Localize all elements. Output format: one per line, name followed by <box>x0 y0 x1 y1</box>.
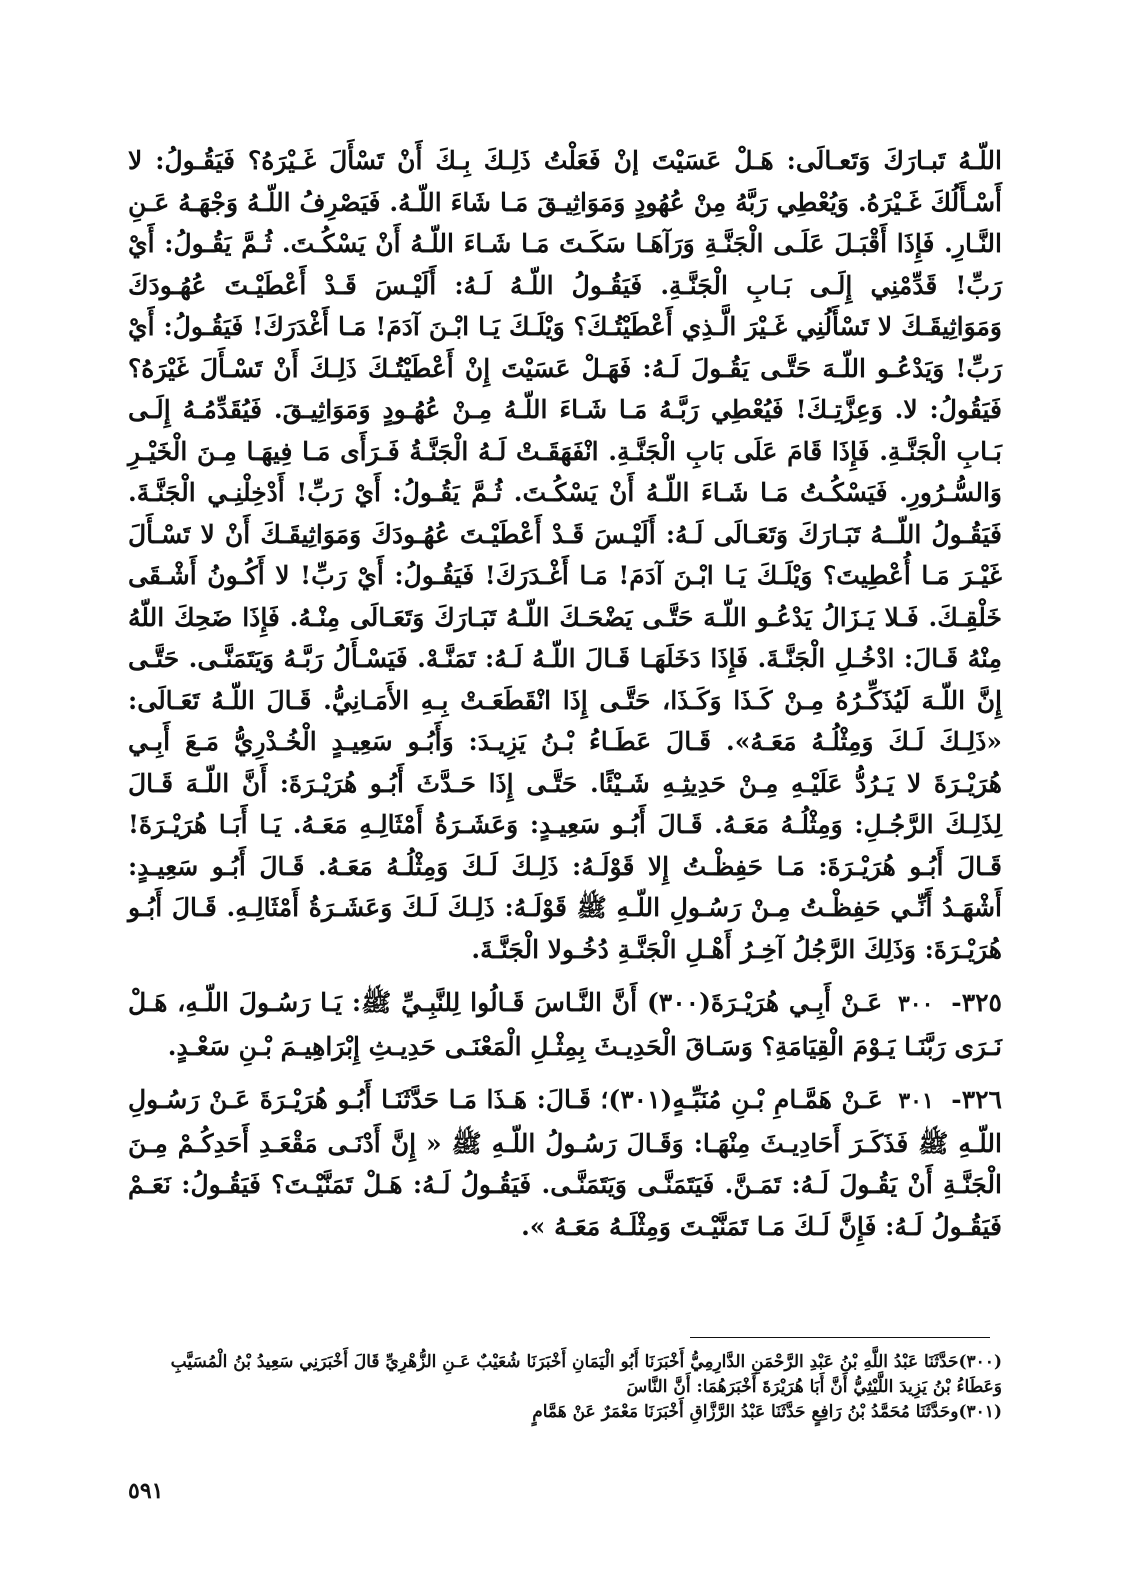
footnote-301: (٣٠١)وحَدَّثَنَا مُحَمَّدُ بْنُ رَافِعٍ حَدَّثَنَا عَبْدُ الرَّزَّاقِ أَخْبَرَنَا مَعْمَرٌ عَنْ هَمَّامٍ <box>532 1402 1002 1422</box>
footnote-divider <box>690 1337 990 1338</box>
hadith-number: ٣٢٥- <box>951 988 1002 1017</box>
paragraph-text: عَـنْ أَبِـي هُرَيْـرَةَ(٣٠٠) أَنَّ النَّـاسَ قَـالُوا لِلنَّبِـيِّ ﷺ: يَـا رَسُـولَ اللّـهِ، هَـلْ نَـرَى رَبَّنَـا يَـوْمَ الْقِيَامَةِ؟ وَسَـاقَ الْحَدِيـثَ بِمِثْـلِ الْمَعْنَـى حَدِيـثِ إِبْرَاهِيـمَ بْـنِ سَعْـدٍ. <box>128 988 1002 1061</box>
page-number: ٥٩١ <box>128 1478 164 1504</box>
reference-mark: ٣٠١ <box>898 1088 934 1114</box>
hadith-number: ٣٢٦- <box>951 1085 1002 1114</box>
footnotes <box>130 1350 1002 1425</box>
reference-mark: ٣٠٠ <box>897 991 934 1017</box>
hadith-326 <box>128 1079 1002 1247</box>
main-text-block <box>128 140 1002 1259</box>
paragraph-continuation <box>128 140 1002 970</box>
paragraph-text: اللّـهُ تَبـارَكَ وَتَعـالَى: هَـلْ عَسَيْتَ إنْ فَعَلْتُ ذَلِـكَ بِـكَ أَنْ تَسْأَلَ غَـيْرَهُ؟ فَيَقُـولُ: لا أَسْـأَلُكَ غَـيْرَهُ. وَيُعْطِي رَبَّهُ مِنْ عُهُودٍ وَمَوَاثِيـقَ مَـا شَاءَ اللّـهُ. فَيَصْرِفُ اللّـهُ وَجْهَـهُ عَـنِ النَّـارِ. فَإِذَا أَقْبَـلَ عَلَـى الْجَنَّـةِ وَرَآهَـا سَكَـتَ مَـا شَـاءَ اللّـهُ أَنْ يَسْكُـتَ. ثُـمَّ يَقُـولُ: أَيْ رَبِّ! قَدِّمْنِي إِلَـى بَـابِ الْجَنَّـةِ. فَيَقُـولُ اللّـهُ لَـهُ: أَلَيْـسَ قَـدْ أَعْطَيْـتَ عُهُـودَكَ وَمَوَاثِيقَـكَ لا تَسْأَلُنِي غَـيْرَ الَّـذِي أَعْطَيْتُـكَ؟ وَيْلَـكَ يَـا ابْـنَ آدَمَ! مَـا أَغْدَرَكَ! فَيَقُـولُ: أَيْ رَبِّ! وَيَدْعُـو اللّـهَ حَتَّـى يَقُـولَ لَـهُ: فَهَـلْ عَسَيْتَ إِنْ أَعْطَيْتُـكَ ذَلِـكَ أَنْ تَسْـأَلَ غَيْرَهُ؟ فَيَقُولُ: لا. وَعِزَّتِـكَ! فَيُعْطِي رَبَّـهُ مَـا شَـاءَ اللّـهُ مِـنْ عُهُـودٍ وَمَوَاثِيـقَ. فَيُقَدِّمُـهُ إِلَـى بَـابِ الْجَنَّـةِ. فَإِذَا قَامَ عَلَى بَابِ الْجَنَّـةِ. انْفَهَقَـتْ لَـهُ الْجَنَّـةُ فَـرَأَى مَـا فِيهَـا مِـنَ الْخَيْـرِ وَالسُّـرُورِ. فَيَسْكُـتُ مَـا شَـاءَ اللّـهُ أَنْ يَسْكُـتَ. ثُـمَّ يَقُـولُ: أَيْ رَبِّ! أَدْخِلْنِـي الْجَنَّـةَ. فَيَقُـولُ اللّــهُ تَبَـارَكَ وَتَعَـالَى لَـهُ: أَلَيْـسَ قَـدْ أَعْطَيْـتَ عُهُـودَكَ وَمَوَاثِيقَـكَ أَنْ لا تَسْـأَلَ غَيْـرَ مَـا أُعْطِيتَ؟ وَيْلَـكَ يَـا ابْـنَ آدَمَ! مَـا أَغْـدَرَكَ! فَيَقُـولُ: أَيْ رَبِّ! لا أَكُـونُ أَشْـقَى خَلْقِـكَ. فَـلا يَـزَالُ يَدْعُـو اللّـهَ حَتَّـى يَضْحَـكَ اللّـهُ تَبَـارَكَ وَتَعَـالَى مِنْـهُ. فَإِذَا ضَحِكَ اللّهُ مِنْهُ قَـالَ: ادْخُـلِ الْجَنَّـةَ. فَإِذَا دَخَلَهَـا قَـالَ اللّـهُ لَـهُ: تَمَنَّـهْ. فَيَسْـأَلُ رَبَّـهُ وَيَتَمَنَّـى. حَتَّـى إِنَّ اللّـهَ لَيُذَكِّـرُهُ مِـنْ كَـذَا وَكَـذَا، حَتَّـى إِذَا انْقَطَعَـتْ بِـهِ الأَمَـانِيُّ. قَـالَ اللّـهُ تَعَـالَى: «ذَلِـكَ لَـكَ وَمِثْلُـهُ مَعَـهُ». قَـالَ عَطَـاءُ بْـنُ يَزِيـدَ: وَأَبُـو سَعِيـدٍ الْخُـدْرِيُّ مَـعَ أَبِـي هُرَيْـرَةَ لا يَـرُدُّ عَلَيْـهِ مِـنْ حَدِيثِـهِ شَـيْئًا. حَتَّـى إِذَا حَـدَّثَ أَبُـو هُرَيْـرَةَ: أَنَّ اللّـهَ قَـالَ لِذَلِـكَ الرَّجُـلِ: وَمِثْلُـهُ مَعَـهُ. قَـالَ أَبُـو سَعِيـدٍ: وَعَشَـرَةُ أَمْثَالِـهِ مَعَـهُ. يَـا أَبَـا هُرَيْـرَةَ! قَـالَ أَبُـو هُرَيْـرَةَ: مَـا حَفِظْـتُ إِلا قَوْلَـهُ: ذَلِـكَ لَـكَ وَمِثْلُـهُ مَعَـهُ. قَـالَ أَبُـو سَعِيـدٍ: أَشْهَـدُ أَنِّـي حَفِظْـتُ مِـنْ رَسُـولِ اللّـهِ ﷺ قَوْلَـهُ: ذَلِـكَ لَـكَ وَعَشَـرَةُ أَمْثَالِـهِ. قَـالَ أَبُـو هُرَيْـرَةَ: وَذَلِكَ الرَّجُلُ آخِـرُ أَهْـلِ الْجَنَّـةِ دُخُـولا الْجَنَّـةَ. <box>128 146 1002 964</box>
footnote-300: (٣٠٠)حَدَّثَنَا عَبْدُ اللَّهِ بْنُ عَبْدِ الرَّحْمَنِ الدَّارِمِيُّ أَخْبَرَنَا أَبُو الْيَمَانِ أَخْبَرَنَا شُعَيْبٌ عَـنِ الزُّهْرِيِّ قَالَ أَخْبَرَنِي سَعِيدُ بْنُ الْمُسَيَّبِ وَعَطَاءُ بْنُ يَزِيدَ اللَّيْثِيُّ أَنَّ أَبَا هُرَيْرَةَ أَخْبَرَهُمَا: أَنَّ النَّاسَ <box>170 1352 1002 1397</box>
hadith-325 <box>128 982 1002 1067</box>
paragraph-text: عَـنْ هَمَّـامِ بْـنِ مُنَبِّـهٍ(٣٠١)؛ قَـالَ: هَـذَا مَـا حَدَّثَنَـا أَبُـو هُرَيْـرَةَ عَـنْ رَسُـولِ اللّـهِ ﷺ فَذَكَـرَ أَحَادِيـثَ مِنْهَـا: وَقَـالَ رَسُـولُ اللّـهِ ﷺ « إِنَّ أَدْنَـى مَقْعَـدِ أَحَدِكُـمْ مِـنَ الْجَنَّـةِ أَنْ يَقُـولَ لَـهُ: تَمَـنَّ. فَيَتَمَنَّـى وَيَتَمَنَّـى. فَيَقُـولُ لَـهُ: هَـلْ تَمَنَّيْـتَ؟ فَيَقُـولُ: نَعَـمْ فَيَقُـولُ لَـهُ: فَإِنَّ لَـكَ مَـا تَمَنَّيْـتَ وَمِثْلَـهُ مَعَـهُ ». <box>128 1085 1002 1241</box>
